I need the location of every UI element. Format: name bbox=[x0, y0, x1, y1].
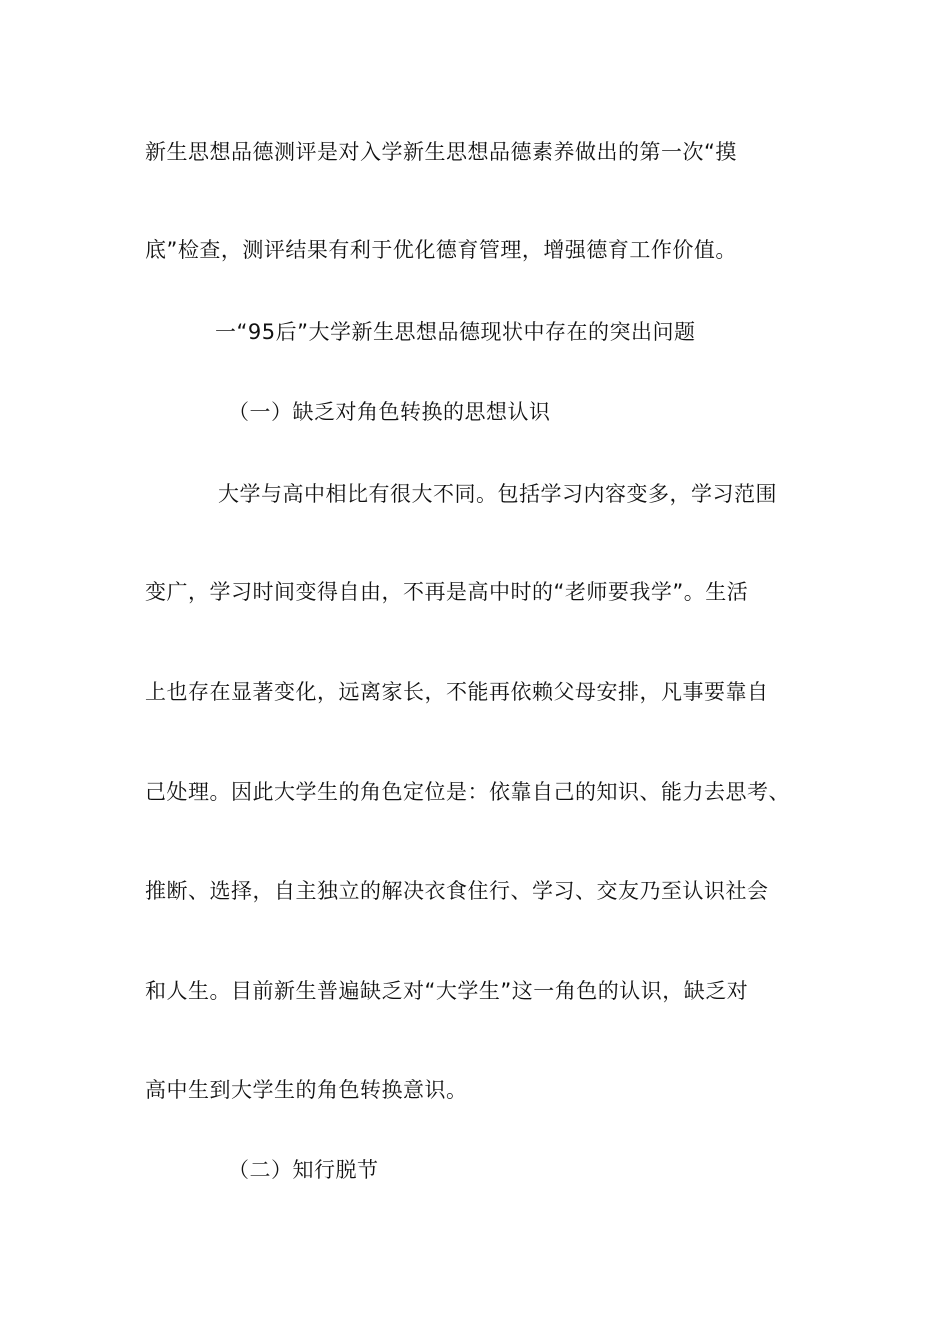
paragraph-line: 变广，学习时间变得自由，不再是高中时的“老师要我学”。生活 bbox=[145, 580, 749, 604]
paragraph-line: 底”检查，测评结果有利于优化德育管理，增强德育工作价值。 bbox=[145, 238, 737, 262]
paragraph-line: 推断、选择，自主独立的解决衣食住行、学习、交友乃至认识社会 bbox=[145, 879, 769, 903]
paragraph-line: 大学与高中相比有很大不同。包括学习内容变多，学习范围 bbox=[218, 482, 777, 506]
subsection-heading: （二）知行脱节 bbox=[228, 1158, 379, 1182]
subsection-heading: （一）缺乏对角色转换的思想认识 bbox=[228, 400, 551, 424]
paragraph-line: 和人生。目前新生普遍缺乏对“大学生”这一角色的认识，缺乏对 bbox=[145, 979, 749, 1003]
paragraph-line: 上也存在显著变化，远离家长，不能再依赖父母安排，凡事要靠自 bbox=[145, 680, 769, 704]
paragraph-line: 高中生到大学生的角色转换意识。 bbox=[145, 1078, 468, 1102]
section-heading: 一“95后”大学新生思想品德现状中存在的突出问题 bbox=[215, 320, 696, 344]
paragraph-line: 新生思想品德测评是对入学新生思想品德素养做出的第一次“摸 bbox=[145, 140, 737, 164]
paragraph-line: 己处理。因此大学生的角色定位是：依靠自己的知识、能力去思考、 bbox=[145, 780, 790, 804]
